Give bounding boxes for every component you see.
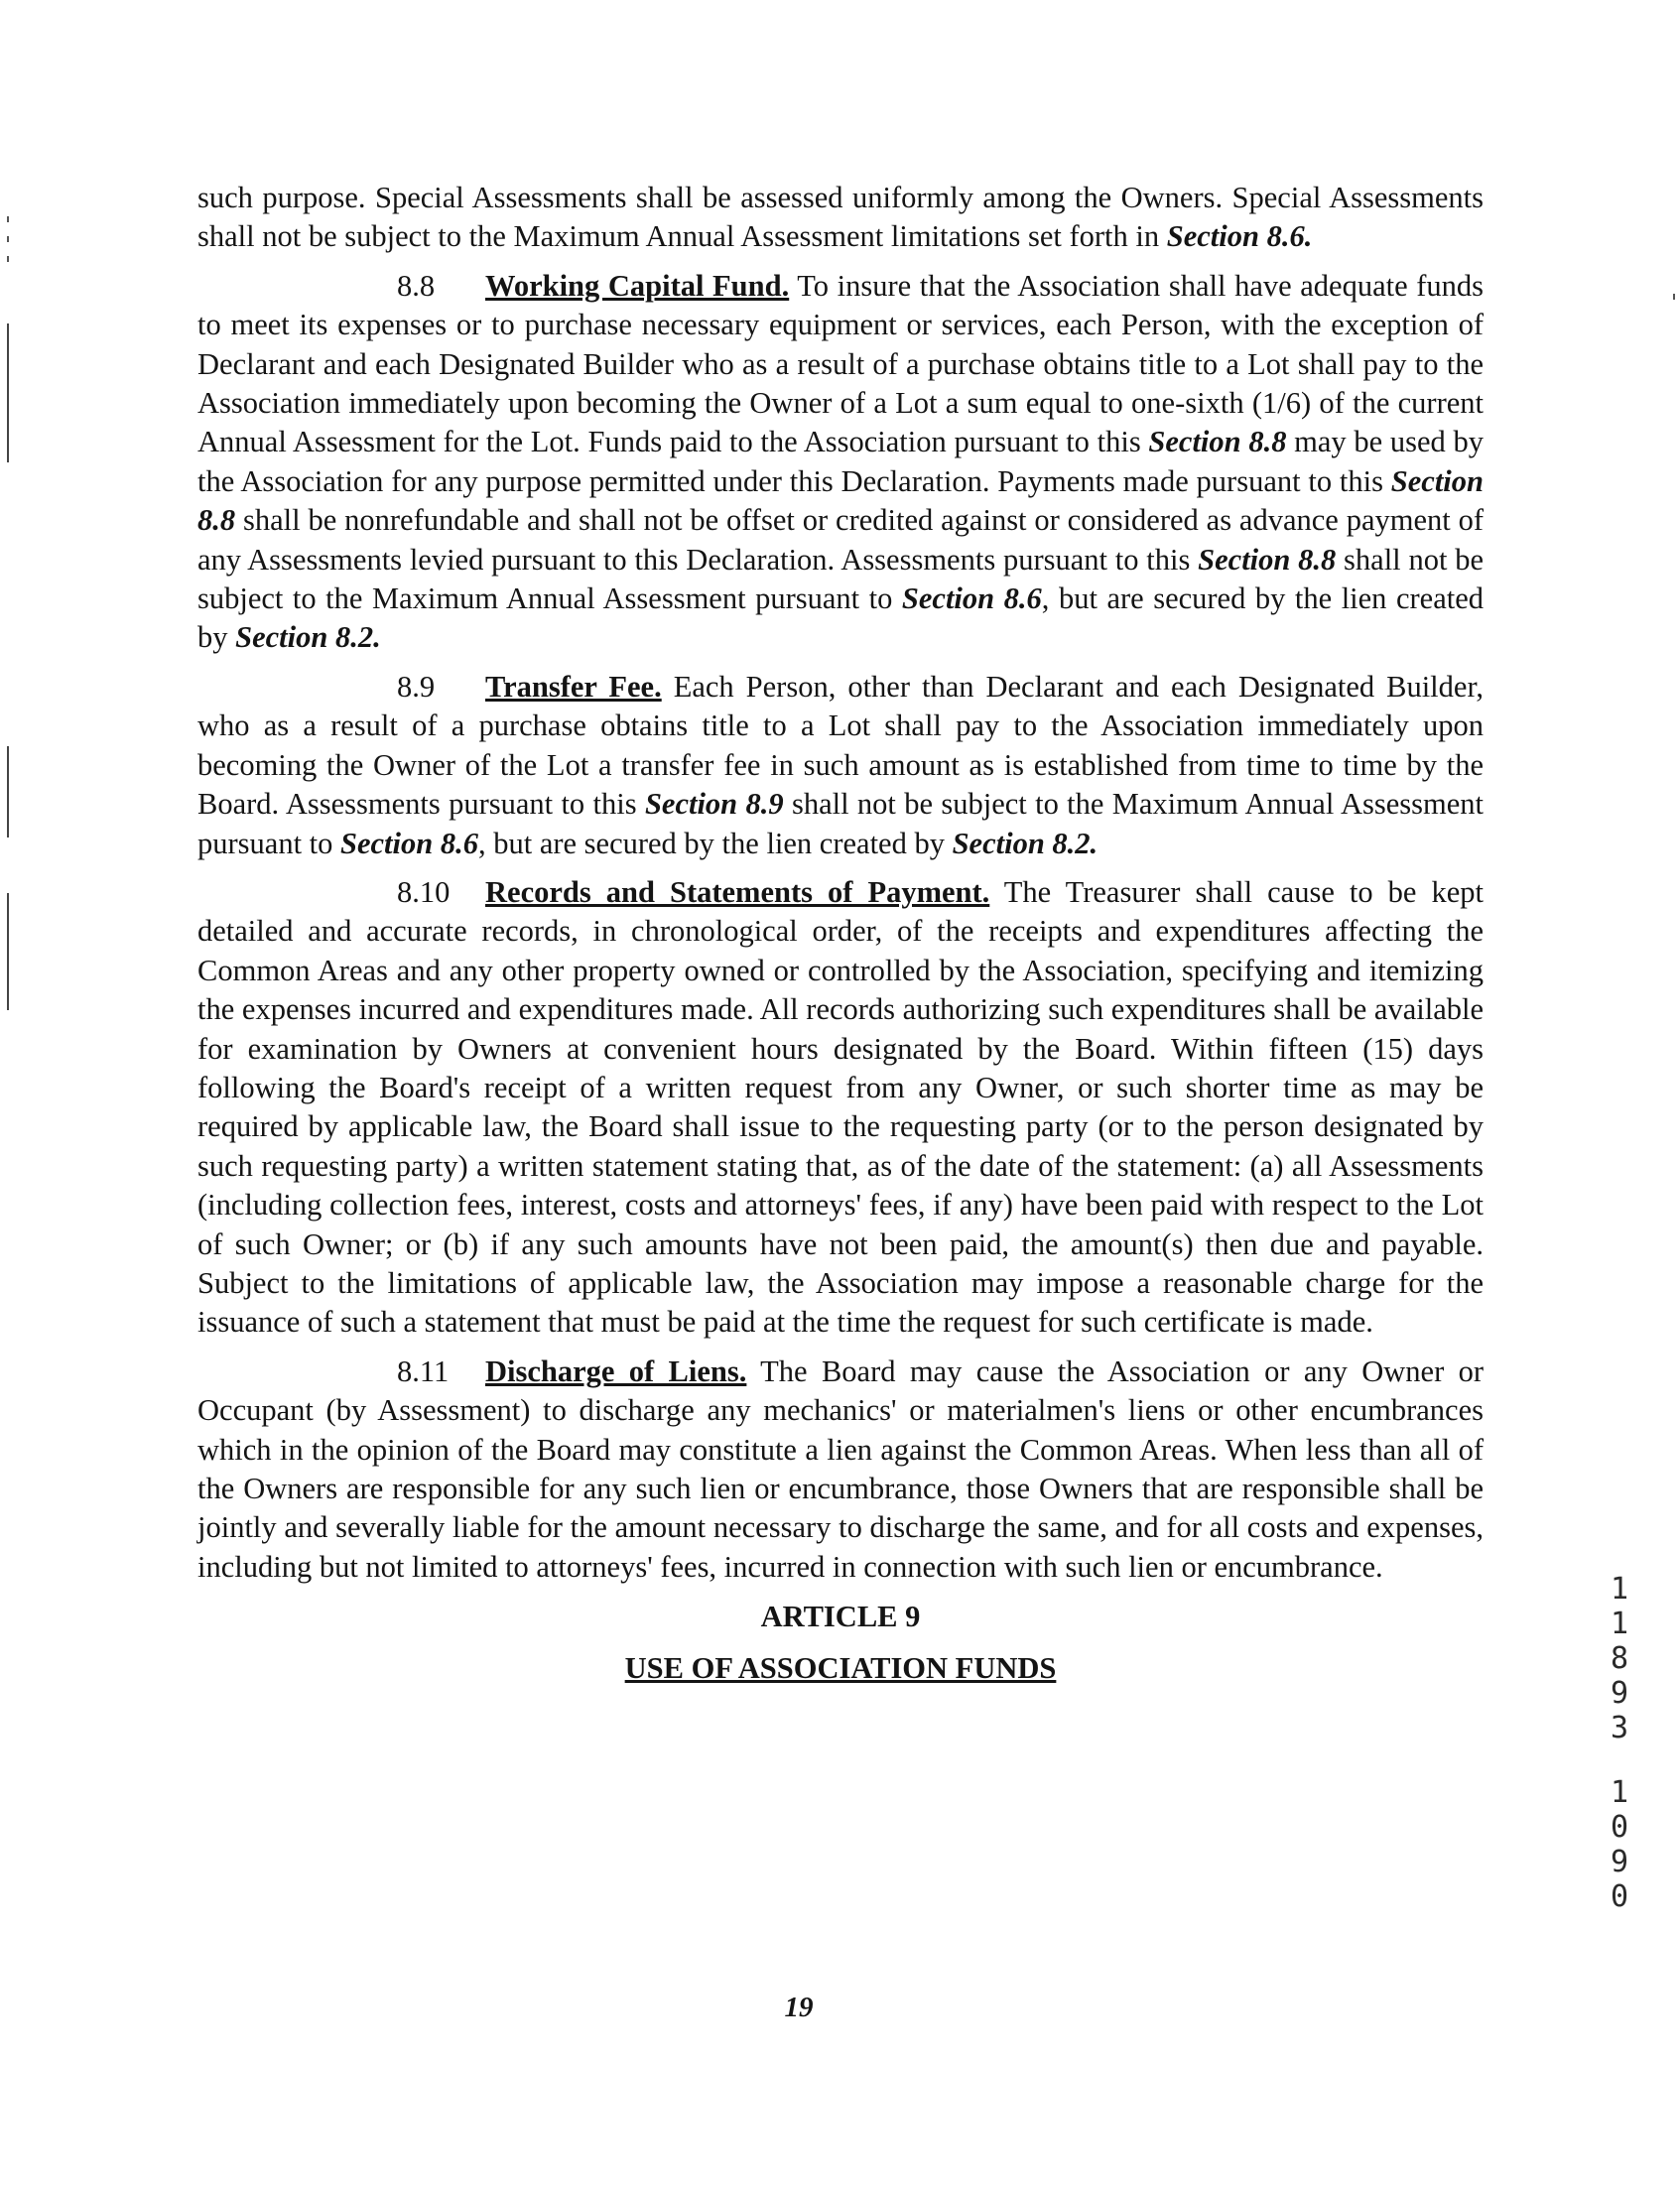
stamp-digit: 3 xyxy=(1610,1711,1629,1745)
scan-mark xyxy=(7,216,9,222)
section-number: 8.10 xyxy=(397,874,451,909)
section-number: 8.11 xyxy=(397,1353,450,1388)
scan-mark xyxy=(7,256,9,262)
section-title: Working Capital Fund. xyxy=(485,268,790,303)
article-number: ARTICLE 9 xyxy=(760,1600,921,1634)
section-number: 8.9 xyxy=(397,669,436,704)
section-reference: Section 8.9 xyxy=(644,787,784,822)
margin-change-bar xyxy=(7,893,9,1010)
stamp-digit: 0 xyxy=(1610,1810,1629,1845)
document-number-stamp xyxy=(1600,1572,1639,1914)
stamp-digit: 8 xyxy=(1610,1641,1629,1676)
stamp-digit: 9 xyxy=(1610,1845,1629,1879)
text-run: , but are secured by the lien created by xyxy=(477,826,953,860)
section-reference: Section 8.2. xyxy=(952,826,1098,860)
section-reference: Section 8.2. xyxy=(235,620,381,655)
section-reference: Section 8.6. xyxy=(1166,219,1313,254)
stamp-digit: 0 xyxy=(1610,1879,1629,1914)
section-number: 8.8 xyxy=(397,268,436,303)
section-reference: Section 8.8 xyxy=(1198,542,1337,577)
text-run: The Treasurer shall cause to be kept detailed and accurate records, in chronological order, of the receipts and expenditures affecting the Common Areas and any other property owned or controlled by the Association, specifying and itemizing the expenses incurred and expenditures made. All records authorizing such expenditures shall be available for examination by Owners at convenient hours designated by the Board. Within fifteen (15) days following the Board's receipt of a written request from any Owner, or such shorter time as may be required by applicable law, the Board shall issue to the requesting party (or to the person designated by such requesting party) a written statement stating that, as of the date of the statement: (a) all Assessments (including collection fees, interest, costs and attorneys' fees, if any) have been paid with respect to the Lot of such Owner; or (b) if any such amounts have not been paid, the amount(s) then due and payable. Subject to the limitations of applicable law, the Association may impose a reasonable charge for the issuance of such a statement that must be paid at the time the request for such certificate is made. xyxy=(197,874,1484,1340)
scan-mark xyxy=(1673,294,1675,300)
text-run: , but are secured by the lien created by xyxy=(197,581,1484,655)
text-run: shall not be subject to the Maximum Annual Assessment pursuant to xyxy=(197,542,1484,616)
section-reference: Section 8.6 xyxy=(340,826,478,860)
margin-change-bar xyxy=(7,746,9,837)
document-body xyxy=(197,179,1484,1688)
stamp-digit: 9 xyxy=(1610,1676,1629,1711)
section-reference: Section 8.8 xyxy=(197,463,1484,538)
section-title: Records and Statements of Payment. xyxy=(485,874,990,909)
article-title: USE OF ASSOCIATION FUNDS xyxy=(624,1651,1057,1686)
text-run: The Board may cause the Association or any Owner or Occupant (by Assessment) to discharge any mechanics' or materialmen's liens or other encumbrances which in the opinion of the Board may constitute a lien against the Common Areas. When less than all of the Owners are responsible for any such lien or encumbrance, those Owners that are responsible shall be jointly and severally liable for the amount necessary to discharge the same, and for all costs and expenses, including but not limited to attorneys' fees, incurred in connection with such lien or encumbrance. xyxy=(197,1353,1484,1584)
text-run: such purpose. Special Assessments shall be assessed uniformly among the Owners. Special Assessments shall not be subject to the Maximum Annual Assessment limitations set forth in xyxy=(197,181,1484,254)
section-8-9 xyxy=(197,668,1484,863)
stamp-digit: 1 xyxy=(1610,1775,1629,1810)
paragraph-continuation xyxy=(197,179,1484,257)
section-title: Discharge of Liens. xyxy=(485,1353,747,1388)
section-8-11 xyxy=(197,1353,1484,1587)
text-run: To insure that the Association shall have adequate funds to meet its expenses or to purchase necessary equipment or services, each Person, with the exception of Declarant and each Designated Builder who as a result of a purchase obtains title to a Lot shall pay to the Association immediately upon becoming the Owner of a Lot a sum equal to one-sixth (1/6) of the current Annual Assessment for the Lot. Funds paid to the Association pursuant to this xyxy=(197,268,1485,459)
section-reference: Section 8.6 xyxy=(901,581,1042,616)
scan-mark xyxy=(7,236,9,242)
text-run: Each Person, other than Declarant and each Designated Builder, who as a result of a purchase obtains title to a Lot shall pay to the Association immediately upon becoming the Owner of the Lot a transfer fee in such amount as is established from time to time by the Board. Assessments pursuant to this xyxy=(197,669,1484,822)
section-reference: Section 8.8 xyxy=(1148,425,1287,459)
stamp-digit: 1 xyxy=(1610,1607,1629,1641)
text-run: may be used by the Association for any purpose permitted under this Declaration. Payments made pursuant to this xyxy=(197,425,1484,498)
margin-change-bar xyxy=(7,323,9,462)
section-8-10 xyxy=(197,873,1484,1343)
text-run: shall be nonrefundable and shall not be offset or credited against or considered as advance payment of any Assessments levied pursuant to this Declaration. Assessments pursuant to this xyxy=(197,503,1484,577)
stamp-digit: 1 xyxy=(1610,1572,1629,1607)
section-title: Transfer Fee. xyxy=(485,669,662,704)
page-number: 19 xyxy=(784,1992,814,2023)
section-8-8 xyxy=(197,267,1484,658)
text-run: shall not be subject to the Maximum Annual Assessment pursuant to xyxy=(197,787,1484,860)
stamp-gap xyxy=(1600,1745,1639,1775)
